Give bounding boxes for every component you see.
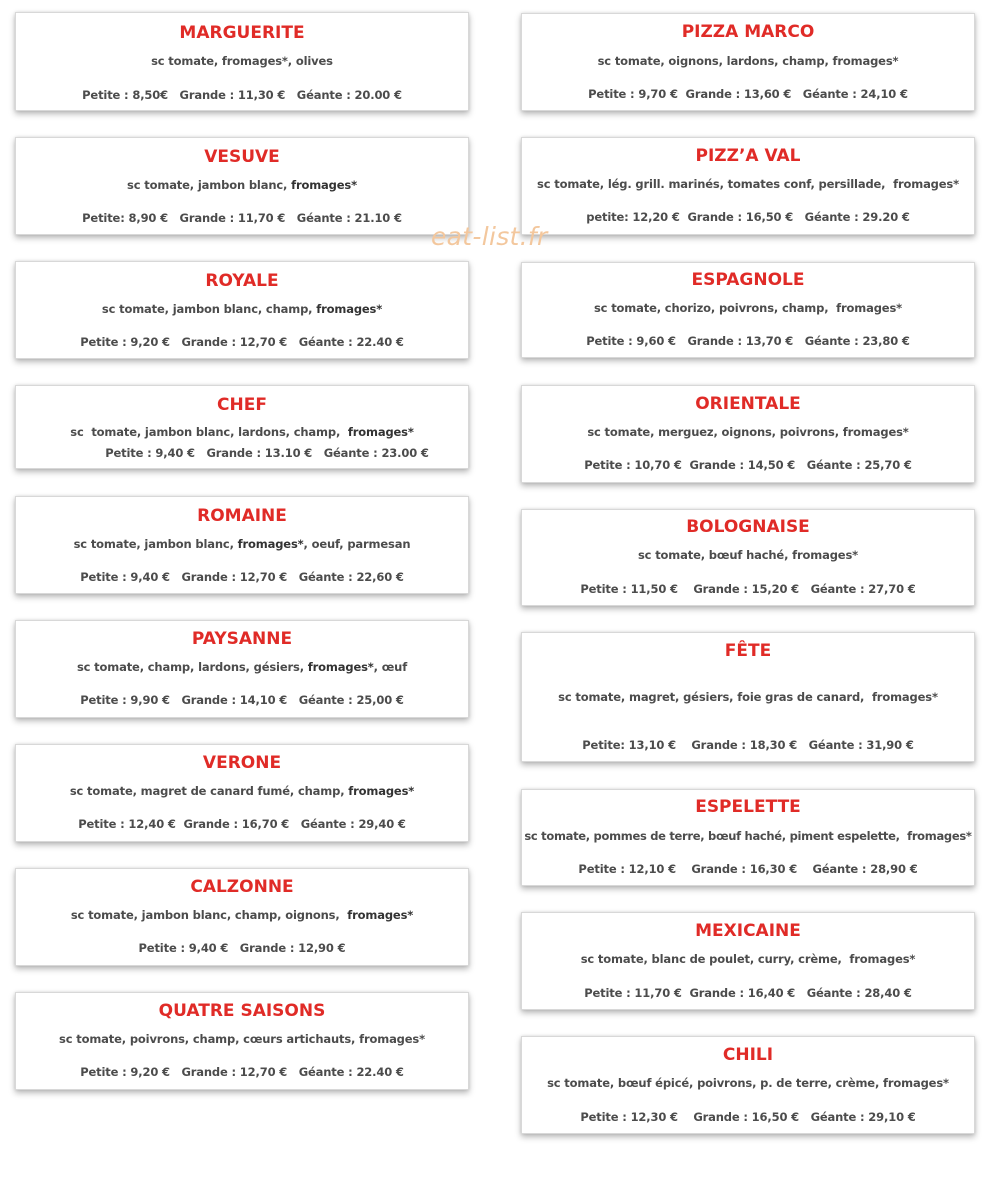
pizza-ingredients: sc tomate, jambon blanc, champ, fromages* (101, 302, 383, 316)
pizza-name: PIZZ’A VAL (695, 146, 801, 166)
pizza-name: ROYALE (205, 271, 279, 291)
menu-card-verone (15, 744, 469, 842)
pizza-prices: Petite : 11,70 € Grande : 16,40 € Géante : 28,40 € (584, 986, 912, 1000)
pizza-ingredients: sc tomate, jambon blanc, fromages*, oeuf, parmesan (73, 537, 411, 551)
pizza-ingredients: sc tomate, bœuf haché, fromages* (637, 548, 859, 562)
pizza-name: ORIENTALE (695, 394, 801, 414)
pizza-ingredients: sc tomate, champ, lardons, gésiers, fromages*, œuf (76, 660, 408, 674)
pizza-name: VESUVE (204, 147, 280, 167)
menu-card-quatre-saisons (15, 992, 469, 1090)
pizza-prices: Petite : 9,40 € Grande : 12,70 € Géante : 22,60 € (80, 570, 404, 584)
pizza-ingredients: sc tomate, jambon blanc, champ, oignons, fromages* (70, 908, 414, 922)
pizza-name: CALZONNE (190, 877, 294, 897)
menu-card-calzonne (15, 868, 469, 966)
pizza-prices: Petite : 12,10 € Grande : 16,30 € Géante : 28,90 € (578, 862, 918, 876)
pizza-ingredients: sc tomate, lég. grill. marinés, tomates conf, persillade, fromages* (537, 177, 959, 191)
pizza-prices: Petite : 11,50 € Grande : 15,20 € Géante : 27,70 € (580, 582, 916, 596)
pizza-ingredients: sc tomate, bœuf épicé, poivrons, p. de terre, crème, fromages* (547, 1076, 949, 1090)
watermark-text: eat-list.fr (431, 222, 548, 251)
pizza-prices: Petite : 9,20 € Grande : 12,70 € Géante : 22.40 € (80, 335, 404, 349)
pizza-name: CHILI (722, 1045, 774, 1065)
menu-card-royale (15, 261, 469, 359)
menu-card-chili (521, 1036, 975, 1134)
pizza-ingredients: sc tomate, jambon blanc, lardons, champ, fromages* (70, 425, 414, 439)
pizza-name: ESPAGNOLE (691, 270, 805, 290)
pizza-prices: Petite : 9,40 € Grande : 12,90 € (138, 941, 346, 955)
menu-card-mexicaine (521, 912, 975, 1010)
pizza-name: BOLOGNAISE (686, 517, 810, 537)
pizza-ingredients: sc tomate, chorizo, poivrons, champ, fromages* (593, 301, 903, 315)
pizza-name: MARGUERITE (179, 23, 305, 43)
pizza-prices: Petite: 8,90 € Grande : 11,70 € Géante : 21.10 € (82, 211, 402, 225)
menu-card-orientale (521, 385, 975, 483)
menu-card-marguerite (15, 12, 469, 111)
pizza-prices: Petite : 9,60 € Grande : 13,70 € Géante : 23,80 € (586, 334, 910, 348)
pizza-prices: Petite : 8,50€ Grande : 11,30 € Géante : 20.00 € (82, 88, 402, 102)
pizza-prices: Petite : 9,20 € Grande : 12,70 € Géante : 22.40 € (80, 1065, 404, 1079)
pizza-name: PAYSANNE (191, 629, 293, 649)
menu-card-pizza-marco (521, 13, 975, 111)
pizza-ingredients: sc tomate, magret de canard fumé, champ, fromages* (69, 784, 415, 798)
pizza-name: ESPELETTE (695, 797, 801, 817)
pizza-prices: Petite : 12,40 € Grande : 16,70 € Géante : 29,40 € (78, 817, 406, 831)
menu-card-bolognaise (521, 509, 975, 606)
menu-card-paysanne (15, 620, 469, 718)
menu-card-fete (521, 632, 975, 762)
pizza-prices: Petite : 12,30 € Grande : 16,50 € Géante : 29,10 € (580, 1110, 916, 1124)
pizza-ingredients: sc tomate, pommes de terre, bœuf haché, piment espelette, fromages* (524, 829, 972, 843)
pizza-name: FÊTE (724, 641, 772, 661)
pizza-name: MEXICAINE (695, 921, 801, 941)
menu-card-espelette (521, 789, 975, 886)
menu-card-chef (15, 385, 469, 469)
pizza-name: VERONE (202, 753, 282, 773)
pizza-name: QUATRE SAISONS (158, 1001, 326, 1021)
pizza-name: PIZZA MARCO (681, 22, 815, 42)
pizza-prices: Petite : 9,40 € Grande : 13.10 € Géante : 23.00 € (105, 446, 429, 460)
pizza-name: ROMAINE (197, 506, 287, 526)
pizza-name: CHEF (217, 395, 267, 415)
pizza-prices: Petite : 10,70 € Grande : 14,50 € Géante : 25,70 € (584, 458, 912, 472)
pizza-prices: Petite : 9,90 € Grande : 14,10 € Géante : 25,00 € (80, 693, 404, 707)
pizza-ingredients: sc tomate, magret, gésiers, foie gras de canard, fromages* (558, 690, 938, 704)
menu-card-pizz-a-val (521, 137, 975, 235)
pizza-prices: Petite : 9,70 € Grande : 13,60 € Géante : 24,10 € (588, 87, 908, 101)
menu-card-espagnole (521, 262, 975, 358)
pizza-ingredients: sc tomate, blanc de poulet, curry, crème, fromages* (580, 952, 916, 966)
pizza-prices: petite: 12,20 € Grande : 16,50 € Géante : 29.20 € (586, 210, 910, 224)
menu-card-vesuve (15, 137, 469, 235)
menu-card-romaine (15, 496, 469, 594)
pizza-prices: Petite: 13,10 € Grande : 18,30 € Géante : 31,90 € (582, 738, 914, 752)
pizza-ingredients: sc tomate, jambon blanc, fromages* (127, 178, 357, 192)
pizza-ingredients: sc tomate, merguez, oignons, poivrons, fromages* (587, 425, 909, 439)
pizza-ingredients: sc tomate, poivrons, champ, cœurs artichauts, fromages* (59, 1032, 425, 1046)
pizza-ingredients: sc tomate, fromages*, olives (151, 54, 333, 68)
pizza-ingredients: sc tomate, oignons, lardons, champ, fromages* (597, 54, 899, 68)
